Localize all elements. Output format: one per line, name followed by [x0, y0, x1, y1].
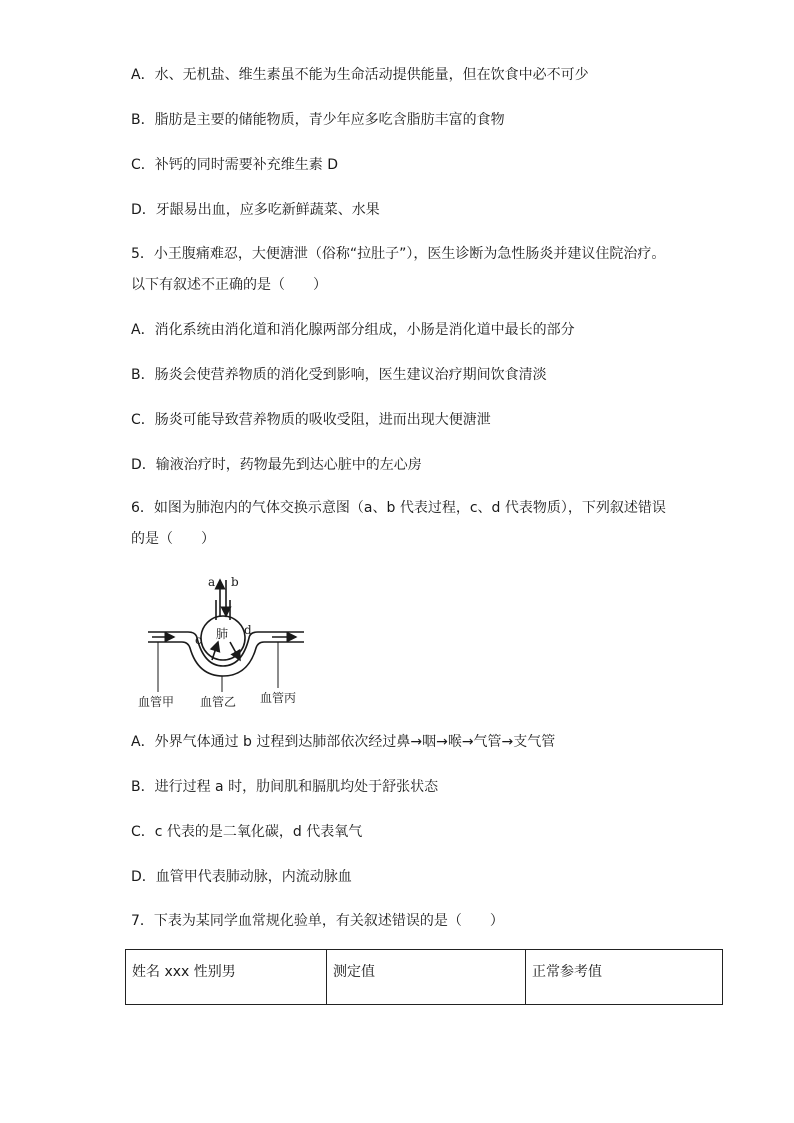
q4-option-d: D．牙龈易出血，应多吃新鲜蔬菜、水果	[131, 202, 380, 218]
q6-stem-line2: 的是（ ）	[131, 531, 215, 547]
label-vessel-jia: 血管甲	[138, 695, 175, 709]
label-vessel-yi: 血管乙	[200, 695, 237, 709]
arrow-c	[212, 642, 218, 660]
label-d: d	[244, 623, 252, 637]
alveolus-gas-exchange-figure	[138, 572, 313, 714]
label-c: c	[195, 633, 202, 647]
q6-option-b: B．进行过程 a 时，肋间肌和膈肌均处于舒张状态	[131, 779, 439, 795]
label-vessel-bing: 血管丙	[260, 691, 297, 705]
q7-stem: 7．下表为某同学血常规化验单，有关叙述错误的是（ ）	[131, 913, 504, 929]
label-b: b	[231, 575, 239, 589]
label-lung: 肺	[216, 627, 229, 641]
q6-option-d: D．血管甲代表肺动脉，内流动脉血	[131, 869, 352, 885]
table-header-name-sex: 姓名 xxx 性别男	[126, 950, 327, 1005]
q6-option-c: C．c 代表的是二氧化碳，d 代表氧气	[131, 824, 363, 840]
q6-stem-line1: 6．如图为肺泡内的气体交换示意图（a、b 代表过程，c、d 代表物质），下列叙述错误	[131, 500, 666, 516]
q5-option-d: D．输液治疗时，药物最先到达心脏中的左心房	[131, 457, 422, 473]
q5-option-b: B．肠炎会使营养物质的消化受到影响，医生建议治疗期间饮食清淡	[131, 367, 547, 383]
q5-option-a: A．消化系统由消化道和消化腺两部分组成，小肠是消化道中最长的部分	[131, 322, 575, 338]
blood-test-table	[125, 949, 723, 1005]
q4-option-a: A．水、无机盐、维生素虽不能为生命活动提供能量，但在饮食中必不可少	[131, 67, 589, 83]
q4-option-b: B．脂肪是主要的储能物质，青少年应多吃含脂肪丰富的食物	[131, 112, 505, 128]
table-header-reference: 正常参考值	[526, 950, 723, 1005]
q5-stem-line2: 以下有叙述不正确的是（ ）	[131, 277, 327, 293]
q4-option-c: C．补钙的同时需要补充维生素 D	[131, 157, 339, 173]
q6-option-a: A．外界气体通过 b 过程到达肺部依次经过鼻→咽→喉→气管→支气管	[131, 734, 556, 750]
table-header-measured: 测定值	[327, 950, 526, 1005]
table-header-row	[126, 950, 723, 1005]
q5-stem-line1: 5．小王腹痛难忍，大便溏泄（俗称“拉肚子”），医生诊断为急性肠炎并建议住院治疗。	[131, 246, 666, 262]
label-a: a	[208, 575, 216, 589]
q5-option-c: C．肠炎可能导致营养物质的吸收受阻，进而出现大便溏泄	[131, 412, 491, 428]
